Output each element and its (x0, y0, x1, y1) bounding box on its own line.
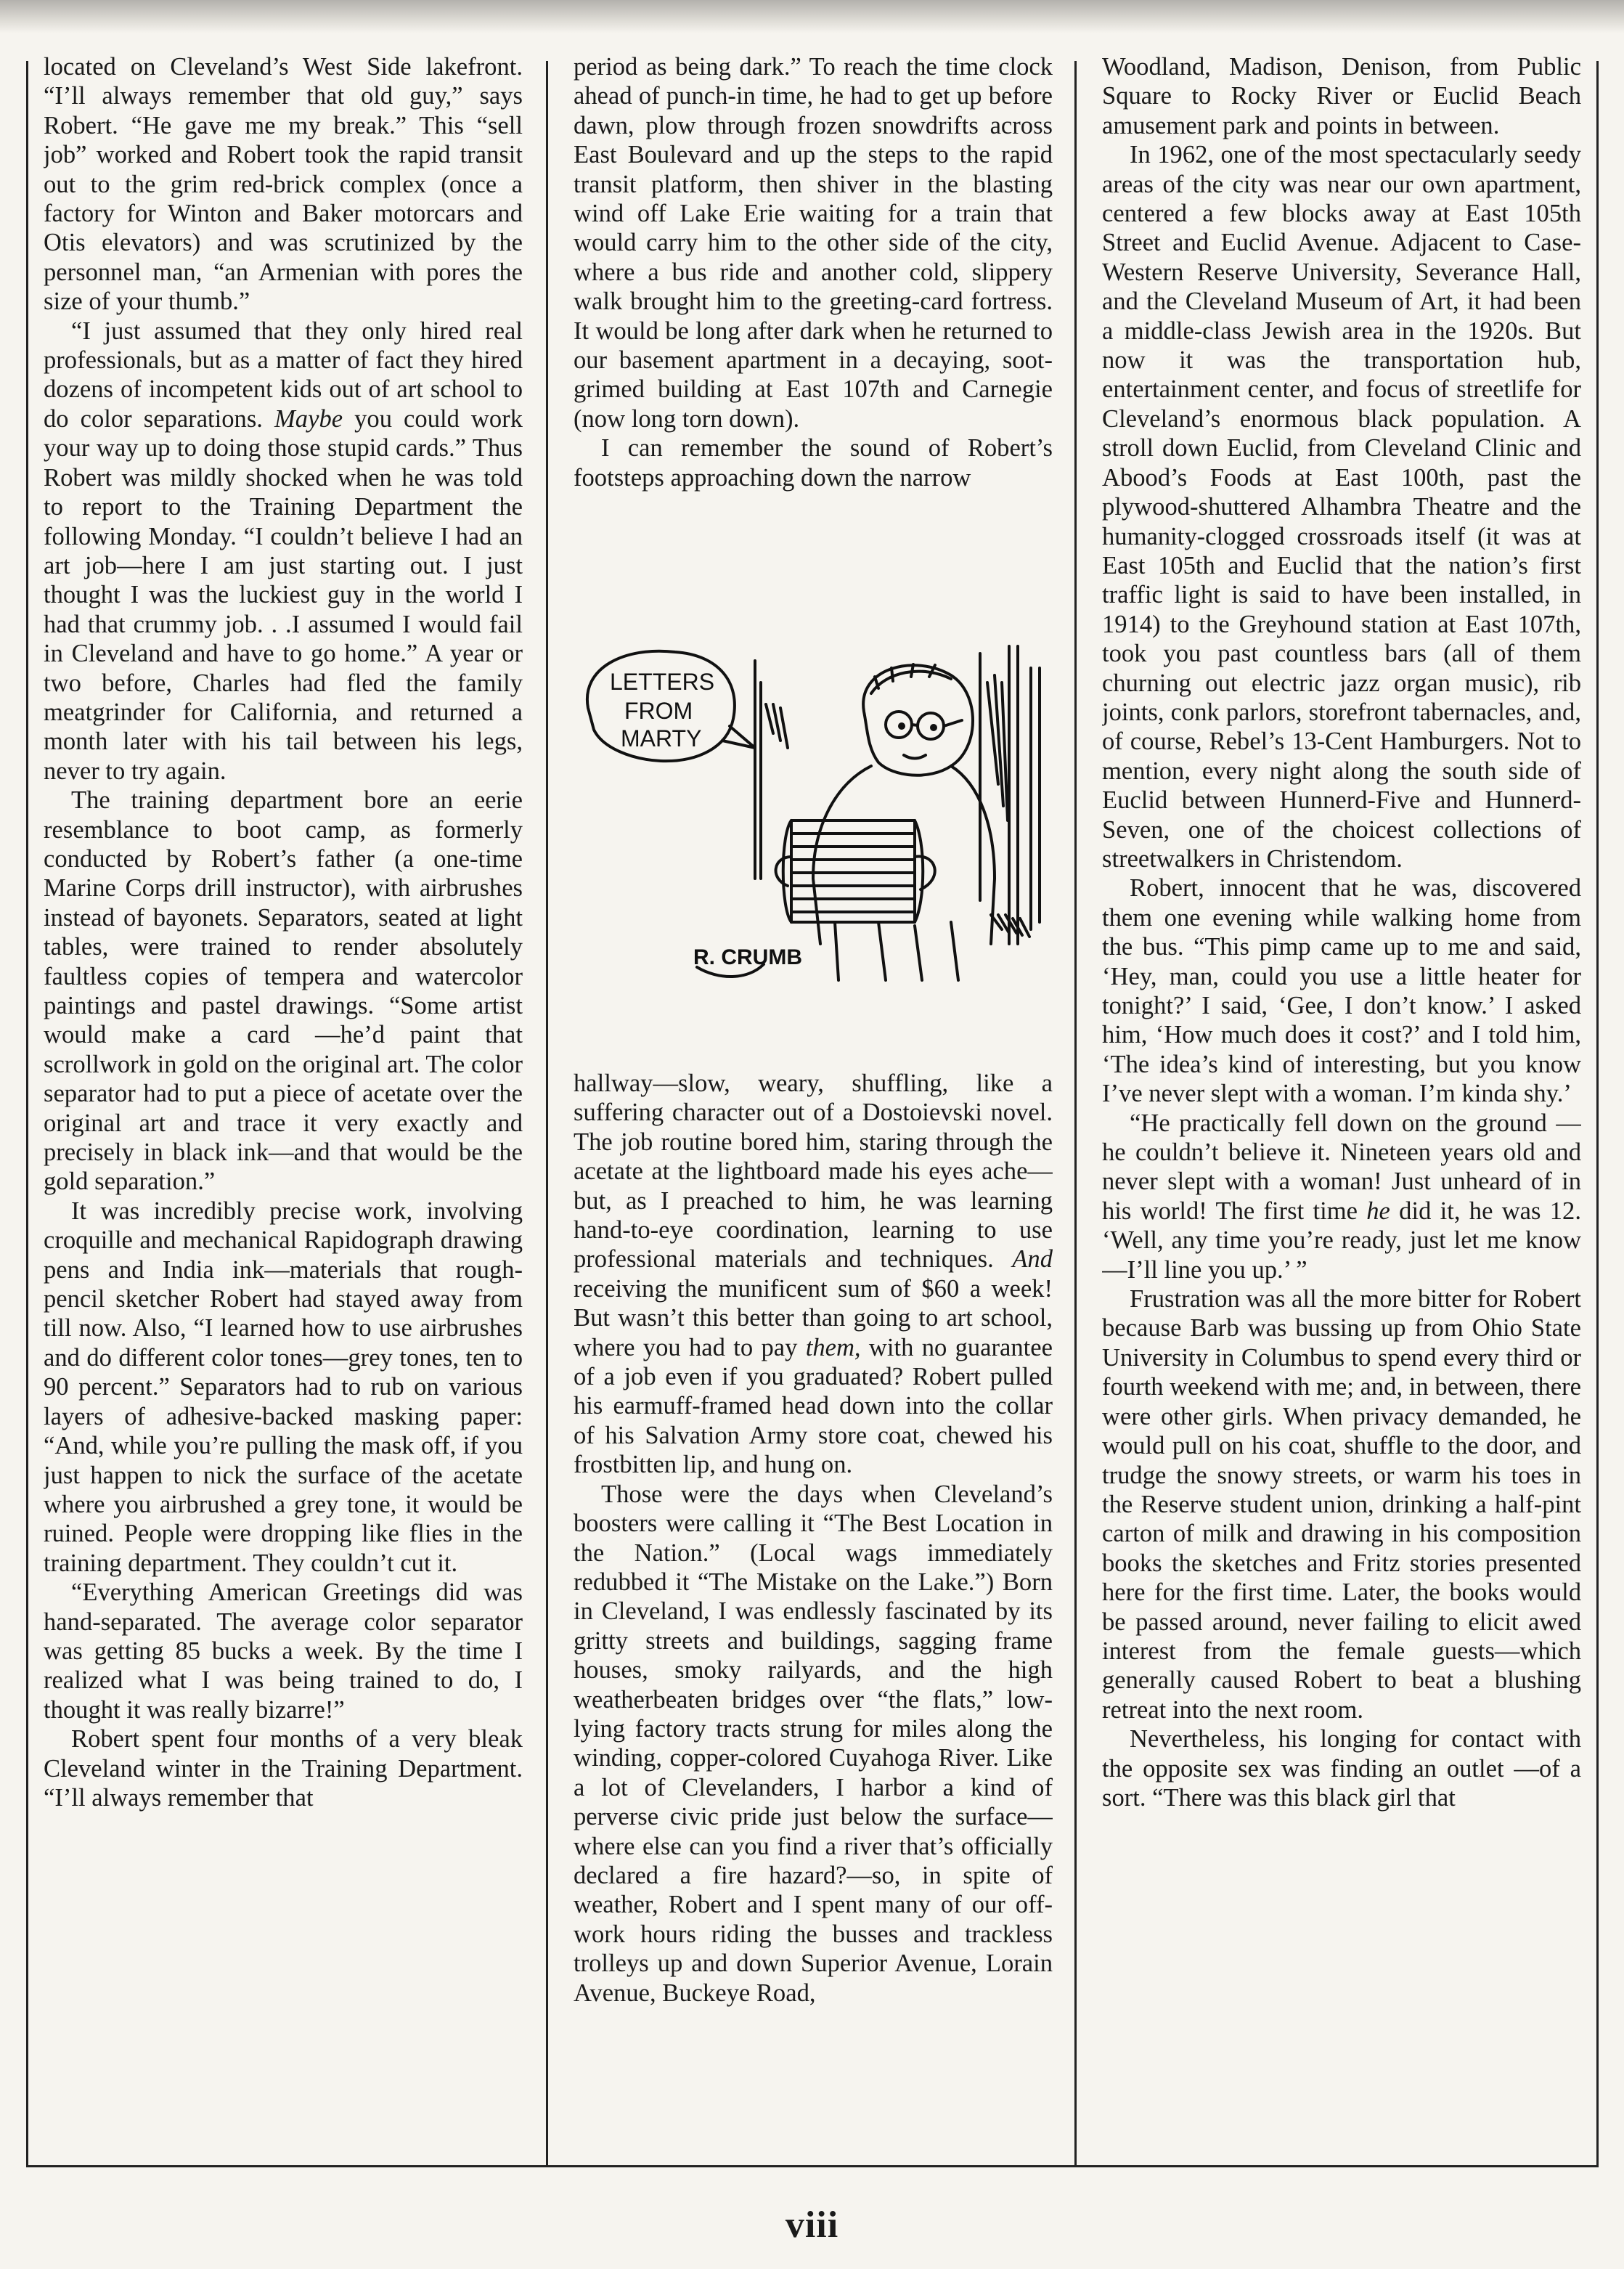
text-run: hallway—slow, weary, shuffling, like a suffering character out of a Dostoievski novel. The job routine bored him, staring through the acetate at the lightboard made his eyes ache—but, as I preached to him, he was learning hand-to-eye coordination, learning to use professional materials and techniques. (574, 1070, 1053, 1274)
character-legs (835, 922, 958, 980)
paragraph: Frustration was all the more bitter for Robert because Barb was bussing up from Ohio State University in Columbus to spend every third or fourth weekend with me; and, in between, there were other girls. When privacy demanded, he would pull on his coat, shuffle to the door, and trudge the snowy streets, or warm his toes in the Reserve student union, drinking a half-pint carton of milk and drawing in his composition books the sketches and Fritz stories presented here for the first time. Later, the books would be passed around, never failing to elicit awed interest from the female guests—which generally caused Robert to beat a blushing retreat into the next room. (1102, 1285, 1581, 1724)
paragraph: I can remember the sound of Robert’s footsteps approaching down the narrow (574, 434, 1053, 492)
paragraph: period as being dark.” To reach the time clock ahead of punch-in time, he had to get up before dawn, plow through frozen snowdrifts across East Boulevard and up the steps to the rapid transit platform, then shiver in the blasting wind off Lake Erie waiting for a train that would carry him to the other side of the city, where a bus ride and another cold, slippery walk brought him to the greeting-card fortress. It would be long after dark when he returned to our basement apartment in a decaying, soot-grimed building at East 107th and Carnegie (now long torn down). (574, 53, 1053, 433)
paragraph: located on Cleveland’s West Side lakefront. “I’ll always remember that old guy,” says Robert. “He gave me my break.” This “sell job” worked and Robert took the rapid transit out to the grim red-brick complex (once a factory for Winton and Baker motorcars and Otis elevators) and was scrutinized by the personnel man, “an Armenian with pores the size of your thumb.” (44, 53, 523, 316)
paragraph: It was incredibly precise work, involving croquille and mechanical Rapidograph drawing pens and India ink—materials that rough-pencil sketcher Robert had stayed away from till now. Also, “I learned how to use airbrushes and do different color tones—grey tones, ten to 90 percent.” Separators had to rub on various layers of adhesive-backed masking paper: “And, while you’re pulling the mask off, if you just happen to nick the surface of the acetate where you airbrushed a grey tone, it would be ruined. People were dropping like flies in the training department. They couldn’t cut it. (44, 1197, 523, 1577)
page-top-shadow (0, 0, 1624, 33)
speech-text-line2: FROM (624, 698, 693, 724)
text-run: with no guarantee of a job even if you graduated? Robert pulled his earmuff-framed head down into the collar of his Salvation Army store coat, chewed his frostbitten lip, and hung on. (574, 1333, 1053, 1479)
column-divider-1 (546, 61, 548, 2167)
paragraph: Nevertheless, his longing for contact with the opposite sex was finding an outlet —of a sort. “There was this black girl that (1102, 1725, 1581, 1812)
character-mouth (904, 755, 926, 759)
artist-signature: R. CRUMB (693, 945, 802, 969)
paragraph (1102, 1109, 1581, 1284)
character-body (813, 766, 995, 944)
text-run: “I just assumed that they only hired real professionals, but as a matter of fact they hired dozens of incompetent kids out of art school to do color separations. (44, 317, 523, 433)
text-column-3 (1102, 52, 1581, 2162)
paragraph: Robert, innocent that he was, discovered them one evening while walking home from the bus. “This pimp came up to me and said, ‘Hey, man, could you use a little heater for tonight?’ I said, ‘Gee, I don’t know.’ I asked him, ‘How much does it cost?’ and I told him, ‘The idea’s kind of interesting, but you know I’ve never slept with a woman. I’m kinda shy.’ (1102, 874, 1581, 1108)
text-run: receiving the munificent sum of $60 a week! But wasn’t this better than going to art school, where you had to pay (574, 1274, 1053, 1361)
emphasis: he (1366, 1197, 1390, 1225)
speech-text-line3: MARTY (621, 725, 702, 751)
paragraph: The training department bore an eerie resemblance to boot camp, as formerly conducted by Robert’s father (a one-time Marine Corps drill instructor), with airbrushes instead of bayonets. Separators, seated at light tables, were trained to render absolutely faultless copies of tempera and watercolor paintings and pastel drawings. “Some artist would make a card —he’d paint that scrollwork in gold on the original art. The color separator had to put a piece of acetate over the original art and trace it very exactly and precisely in black ink—and that would be the gold separation.” (44, 786, 523, 1196)
speech-bubble-tail (722, 726, 755, 748)
left-border-rule (26, 61, 28, 2167)
paragraph: In 1962, one of the most spectacularly seedy areas of the city was near our own apartment, centered a few blocks away at East 105th Street and Euclid Avenue. Adjacent to Case-Western Reserve University, Severance Hall, and the Cleveland Museum of Art, it had been a middle-class Jewish area in the 1920s. But now it was the transportation hub, entertainment center, and focus of streetlife for Cleveland’s enormous black population. A stroll down Euclid, from Cleveland Clinic and Abood’s Foods at East 100th, past the plywood-shuttered Alhambra Theatre and the humanity-clogged crossroads itself (it was at East 105th and Euclid that the nation’s first traffic light is said to have been installed, in 1914) to the Greyhound station at East 107th, took you past countless bars (all of them churning out electric jazz organ music), rib joints, conk parlors, storefront tabernacles, and, of course, Rebel’s 13-Cent Hamburgers. Not to mention, every night along the south side of Euclid between Hunnerd-Five and Hunnerd-Seven, one of the choicest collections of streetwalkers in Christendom. (1102, 141, 1581, 873)
text-column-1 (44, 52, 523, 2162)
bottom-rule (26, 2165, 1599, 2167)
column-2-top (574, 52, 1053, 630)
cartoon-illustration (574, 639, 1053, 1002)
paragraph: Robert spent four months of a very bleak Cleveland winter in the Training Department. “I’ll always remember that (44, 1725, 523, 1812)
right-border-rule (1596, 61, 1599, 2167)
speech-text-line1: LETTERS (610, 669, 715, 695)
paragraph: “Everything American Greetings did was hand-separated. The average color separator was getting 85 bucks a week. By the time I realized what I was being trained to do, I thought it was really bizarre!” (44, 1578, 523, 1724)
column-2-bottom (574, 1069, 1053, 2008)
column-divider-2 (1074, 61, 1077, 2167)
text-run: you could work your way up to doing those stupid cards.” Thus Robert was mildly shocked when he was told to report to the Training Department the following Monday. “I couldn’t believe I had an art job—here I am just starting out. I just thought I was the luckiest guy in the world I had that crummy job. . .I assumed I would fail in Cleveland and have to go home.” A year or two before, Charles had fled the family meatgrinder for California, and returned a month later with his tail between his legs, never to try again. (44, 404, 523, 785)
emphasis: them, (805, 1333, 861, 1361)
letter-stack-lines (791, 834, 915, 912)
emphasis: And (1012, 1245, 1053, 1274)
text-run: “He practically fell down on the ground —he couldn’t believe it. Nineteen years old and never slept with a woman! Just unheard of in his world! The first time (1102, 1109, 1581, 1225)
paragraph (574, 1069, 1053, 1480)
emphasis: Maybe (274, 404, 343, 433)
paragraph: Woodland, Madison, Denison, from Public Square to Rocky River or Euclid Beach amusement park and points in between. (1102, 53, 1581, 139)
paragraph (44, 317, 523, 786)
paragraph: Those were the days when Cleveland’s boosters were calling it “The Best Location in the Nation.” (Local wags immediately redubbed it “The Mistake on the Lake.”) Born in Cleveland, I was endlessly fascinated by its gritty streets and buildings, sagging frame houses, smoky railyards, and the high weatherbeaten bridges over “the flats,” low-lying factory tracts strung for miles along the winding, copper-colored Cuyahoga River. Like a lot of Clevelanders, I harbor a kind of perverse civic pride just below the surface—where else can you find a river that’s officially declared a fire hazard?—so, in spite of weather, Robert and I spent many of our off-work hours riding the busses and trackless trolleys up and down Superior Avenue, Lorain Avenue, Buckeye Road, (574, 1480, 1053, 2007)
page-number: viii (785, 2204, 839, 2246)
text-column-2 (574, 52, 1053, 2162)
text-run: did it, he was 12. ‘Well, any time you’re ready, just let me know—I’ll line you up.’ ” (1102, 1197, 1581, 1284)
